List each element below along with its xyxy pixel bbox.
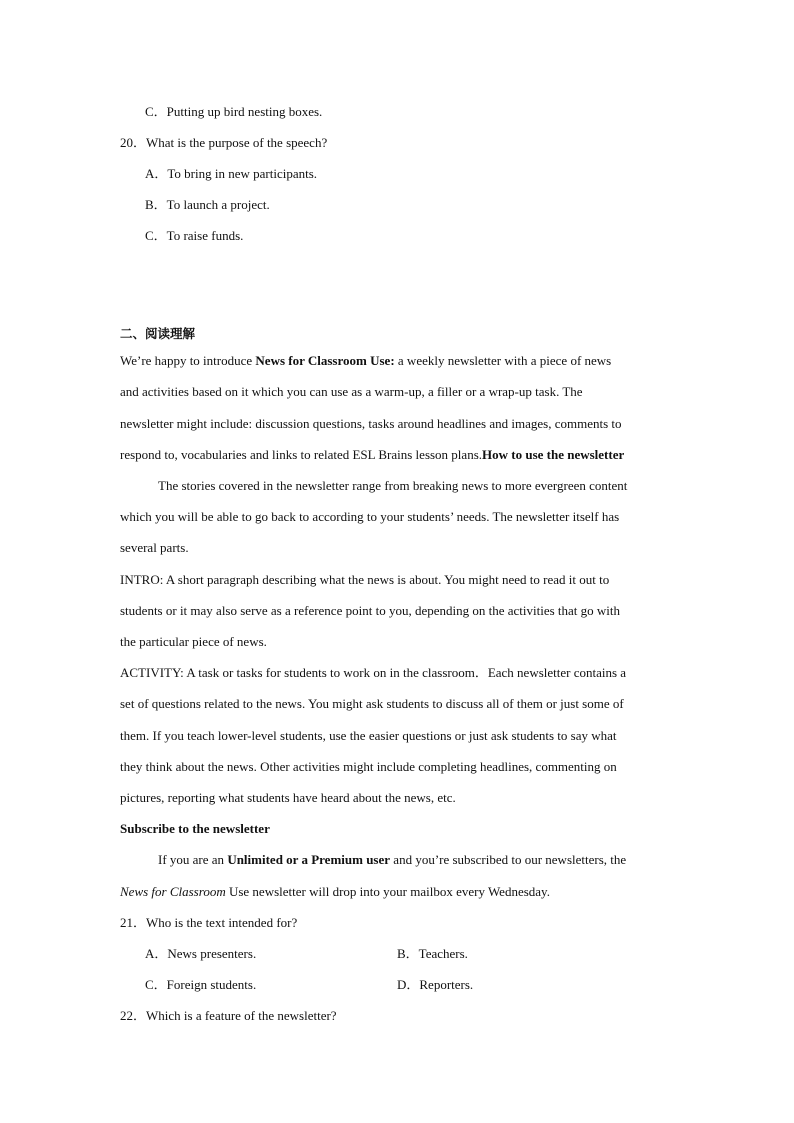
intro-line3: the particular piece of news.	[120, 634, 267, 649]
passage-p1-line1	[120, 352, 611, 370]
passage-p1-line3: newsletter might include: discussion questions, tasks around headlines and images, comments to	[120, 416, 622, 431]
text-run: We’re happy to introduce	[120, 353, 256, 368]
q21-option-b: B．Teachers.	[397, 946, 468, 961]
text-run: If you are an	[158, 852, 228, 867]
text-run: respond to, vocabularies and links to related ESL Brains lesson plans.	[120, 447, 483, 462]
intro-line2: students or it may also serve as a reference point to you, depending on the activities that go with	[120, 603, 621, 618]
q19-option-c: C．Putting up bird nesting boxes.	[145, 104, 323, 119]
activity-line5: pictures, reporting what students have heard about the news, etc.	[120, 790, 456, 805]
passage-p2-line2: which you will be able to go back to according to your students’ needs. The newsletter itself has	[120, 509, 620, 524]
passage-p2-line1: The stories covered in the newsletter range from breaking news to more evergreen content	[158, 478, 628, 493]
newsletter-name-bold: News for Classroom Use:	[255, 353, 395, 368]
activity-line1: ACTIVITY: A task or tasks for students to work on in the classroom．Each newsletter contains a	[120, 665, 627, 680]
section-heading: 二、阅读理解	[120, 326, 196, 341]
newsletter-name-italic: News for Classroom	[120, 884, 226, 899]
how-to-use-heading: How to use the newsletter	[482, 447, 625, 462]
passage-p1-line4	[120, 446, 624, 464]
q20-option-c: C．To raise funds.	[145, 228, 244, 243]
text-run: and you’re subscribed to our newsletters, the	[390, 852, 627, 867]
q22-question: 22．Which is a feature of the newsletter?	[120, 1008, 337, 1023]
subscribe-heading	[120, 820, 270, 838]
intro-line1: INTRO: A short paragraph describing what the news is about. You might need to read it out to	[120, 572, 610, 587]
q21-option-c: C．Foreign students.	[145, 977, 257, 992]
activity-line4: they think about the news. Other activities might include completing headlines, commenting on	[120, 759, 617, 774]
q20-question: 20．What is the purpose of the speech?	[120, 135, 328, 150]
q20-option-b: B．To launch a project.	[145, 197, 270, 212]
q20-option-a: A．To bring in new participants.	[145, 166, 318, 181]
user-type-bold: Unlimited or a Premium user	[227, 852, 391, 867]
subscribe-heading-text: Subscribe to the newsletter	[120, 821, 270, 836]
activity-line2: set of questions related to the news. You might ask students to discuss all of them or just some of	[120, 696, 624, 711]
activity-line3: them. If you teach lower-level students, use the easier questions or just ask students to say what	[120, 728, 617, 743]
q21-question: 21．Who is the text intended for?	[120, 915, 298, 930]
q21-option-a: A．News presenters.	[145, 946, 257, 961]
q21-option-d: D．Reporters.	[397, 977, 474, 992]
subscribe-line1	[158, 851, 626, 869]
text-run: a weekly newsletter with a piece of news	[394, 353, 612, 368]
text-run: Use newsletter will drop into your mailbox every Wednesday.	[225, 884, 550, 899]
subscribe-line2	[120, 883, 550, 901]
passage-p2-line3: several parts.	[120, 540, 189, 555]
passage-p1-line2: and activities based on it which you can use as a warm-up, a filler or a wrap-up task. The	[120, 384, 583, 399]
